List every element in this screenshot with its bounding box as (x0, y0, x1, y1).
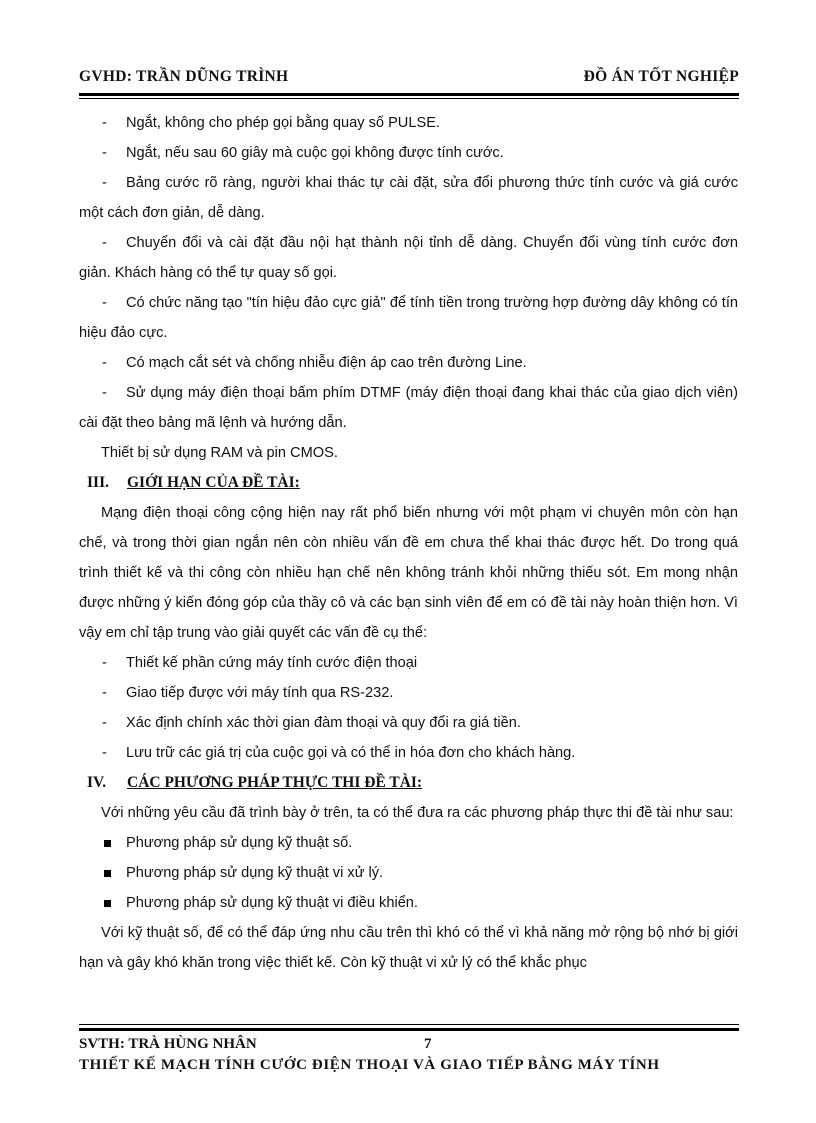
bullet-item: Phương pháp sử dụng kỹ thuật vi điều khiển. (79, 888, 738, 918)
section-3-heading: III. GIỚI HẠN CỦA ĐỀ TÀI: (87, 474, 300, 491)
header-rule-thin (79, 98, 739, 99)
list-item: - Giao tiếp được với máy tính qua RS-232. (102, 685, 394, 701)
bullet-item: Phương pháp sử dụng kỹ thuật vi xử lý. (79, 858, 738, 888)
footer-author: SVTH: TRÀ HÙNG NHÂN (79, 1036, 257, 1052)
ram-note: Thiết bị sử dụng RAM và pin CMOS. (101, 445, 338, 461)
section-4-closing: Với kỹ thuật số, để có thể đáp ứng nhu cầu trên thì khó có thể vì khả năng mở rộng bộ nhớ bị giới hạn và gây khó khăn trong việc thiết kế. Còn kỹ thuật vi xử lý có thể khắc phục (79, 925, 738, 971)
list-item: - Ngắt, không cho phép gọi bằng quay số PULSE. (102, 115, 440, 131)
list-item: - Xác định chính xác thời gian đàm thoại và quy đổi ra giá tiền. (102, 715, 521, 731)
header-advisor: GVHD: TRẦN DŨNG TRÌNH (79, 68, 289, 85)
footer-project-title: THIẾT KẾ MẠCH TÍNH CƯỚC ĐIỆN THOẠI VÀ GIAO TIẾP BẰNG MÁY TÍNH (79, 1057, 660, 1073)
header-doc-type: ĐỒ ÁN TỐT NGHIỆP (583, 68, 739, 85)
page-footer (79, 1036, 739, 1053)
footer-rule-thick (79, 1028, 739, 1031)
square-bullet-icon (104, 870, 111, 877)
header-rule-thick (79, 93, 739, 96)
list-item: - Bảng cước rõ ràng, người khai thác tự cài đặt, sửa đổi phương thức tính cước và giá cước một cách đơn giản, dễ dàng. (79, 175, 738, 221)
section-4-heading: IV. CÁC PHƯƠNG PHÁP THỰC THI ĐỀ TÀI: (87, 774, 423, 791)
list-item: - Ngắt, nếu sau 60 giây mà cuộc gọi không được tính cước. (102, 145, 504, 161)
list-item: - Có mạch cắt sét và chống nhiễu điện áp cao trên đường Line. (102, 355, 527, 371)
footer-rule-thin (79, 1024, 739, 1025)
page-header (79, 68, 739, 86)
list-item: - Có chức năng tạo "tín hiệu đảo cực giả" để tính tiền trong trường hợp đường dây không có tín hiệu đảo cực. (79, 295, 738, 341)
square-bullet-icon (104, 900, 111, 907)
section-4-intro: Với những yêu cầu đã trình bày ở trên, ta có thể đưa ra các phương pháp thực thi đề tài như sau: (101, 805, 734, 821)
square-bullet-icon (104, 840, 111, 847)
page-body (79, 108, 738, 978)
list-item: - Sử dụng máy điện thoại bấm phím DTMF (máy điện thoại đang khai thác của giao dịch viên) cài đặt theo bảng mã lệnh và hướng dẫn. (79, 385, 738, 431)
bullet-item: Phương pháp sử dụng kỹ thuật số. (79, 828, 738, 858)
list-item: - Chuyển đổi và cài đặt đầu nội hạt thành nội tỉnh dễ dàng. Chuyển đổi vùng tính cước đơn giản. Khách hàng có thể tự quay số gọi. (79, 235, 738, 281)
list-item: - Thiết kế phần cứng máy tính cước điện thoại (102, 655, 418, 671)
page-number: 7 (424, 1036, 432, 1052)
section-3-paragraph: Mạng điện thoại công cộng hiện nay rất phổ biến nhưng với một phạm vi chuyên môn còn hạn chế, và trong thời gian ngắn nên còn nhiều vấn đề em chưa thể khai thác được hết. Do trong quá trình thiết kế và thi công còn nhiều hạn chế nên không tránh khỏi những thiếu sót. Em mong nhận được những ý kiến đóng góp của thầy cô và các bạn sinh viên để em có đề tài này hoàn thiện hơn. Vì vậy em chỉ tập trung vào giải quyết các vấn đề cụ thể: (79, 505, 738, 641)
list-item: - Lưu trữ các giá trị của cuộc gọi và có thể in hóa đơn cho khách hàng. (102, 745, 576, 761)
